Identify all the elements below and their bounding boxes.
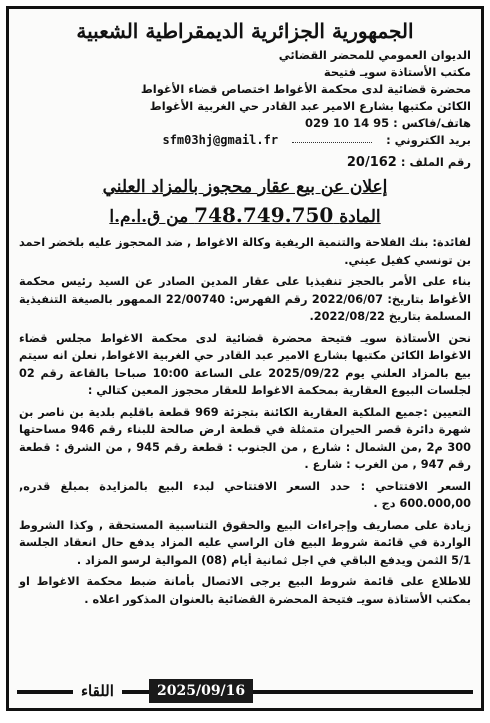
header-line: محضرة قضائية لدى محكمة الأغواط اختصاص قضاء الأغواط <box>140 82 471 96</box>
notice-body <box>9 9 481 608</box>
paragraph-opening-price: السعر الافتتاحي : حدد السعر الافتتاحي لبدء البيع بالمزايدة بمبلغ قدره, 600.000,00 دج . <box>19 479 471 510</box>
email-address: sfm03hj@gmail.fr <box>162 133 279 147</box>
email-label: بريد الكتروني : <box>386 133 471 147</box>
phone-line <box>19 115 471 132</box>
article-prefix: المادة <box>339 207 381 227</box>
notice-article-line <box>19 204 471 228</box>
email-line <box>19 132 471 149</box>
office-header <box>19 47 471 149</box>
paragraph-property: التعيين :جميع الملكية العقارية الكائنة بتجزئة 969 قطعة باقليم بلدية بن ناصر بن شهرة دائرة قصر الحيران متمثلة في قطعة ارض صالحة للبناء رقم 946 مساحتها 300 م2 ,من الشمال : شارع , من الجنوب : قطعة رقم 945 , من الشرق : قطعة رقم 947 , من الغرب : شارع . <box>19 405 472 471</box>
header-line: الكائن مكتبها بشارع الامير عبد القادر حي الغربية الأغواط <box>149 99 471 113</box>
header-line: مكتب الأستاذة سويـ فتيحة <box>323 65 471 79</box>
republic-title: الجمهورية الجزائرية الديمقراطية الشعبية <box>76 19 414 43</box>
paragraph-seizure-order: بناء على الأمر بالحجز تنفيذيا على عقار المدين الصادر عن السيد رئيس محكمة الأغواط بتاريخ: 2022/06/07 رقم الفهرس: 22/00740 الممهور بالصيغة التنفيذية المسلمة بتاريخ 2022/08/22. <box>19 275 471 323</box>
file-reference-label: رقم الملف : <box>400 155 471 169</box>
article-number: 748.749.750 <box>194 203 334 227</box>
newspaper-name: اللقاء <box>73 679 122 703</box>
phone-number: 029 10 14 95 <box>305 116 390 130</box>
article-suffix: من ق.ا.م.ا <box>109 207 189 227</box>
file-reference-value: 20/162 <box>346 155 397 170</box>
newspaper-footer <box>9 678 481 708</box>
paragraph-contact: للاطلاع على قائمة شروط البيع يرجى الاتصال بأمانة ضبط محكمة الاغواط او بمكتب الأستاذة سويـ فتيحة المحضرة القضائية بالعنوان المذكور اعلاه . <box>19 575 471 606</box>
paragraph-auction-date: نحن الأستاذة سويـ فتيحة محضرة قضائية لدى محكمة الاغواط مجلس قضاء الاغواط الكائن مكتبها بشارع الامير عبد القادر حي الغربية الاغواط, نعلن انه سيتم بيع بالمزاد العلني يوم 2025/09/22 على الساعة 10:00 صباحا بالقاعة رقم 02 لجلسات البيوع العقارية بمحكمة الاغواط للعقار محجوز المعين كتالي : <box>19 331 472 397</box>
dotted-leader <box>292 132 372 143</box>
publication-date: 2025/09/16 <box>149 679 253 703</box>
legal-notice-clipping <box>6 6 484 711</box>
paragraph-payment-terms: زيادة على مصاريف وإجراءات البيع والحقوق التناسبية المستحقة , وكذا الشروط الواردة في قائمة شروط البيع فان الراسي عليه المزاد يدفع حال انعقاد الجلسة 5/1 الثمن ويدفع الباقي في اجل ثمانية أيام (08) الموالية لرسو المزاد . <box>19 518 471 567</box>
file-reference <box>19 155 471 170</box>
paragraph-beneficiary: لفائدة: بنك الفلاحة والتنمية الريفية وكالة الاغواط , ضد المحجوز عليه بلخضر احمد بن تونسي كفيل عيني. <box>19 236 471 267</box>
phone-label: هاتف/فاكس : <box>393 116 471 130</box>
header-line: الديوان العمومي للمحضر القضائي <box>278 48 471 62</box>
notice-heading: إعلان عن بيع عقار محجوز بالمزاد العلني <box>102 177 388 197</box>
